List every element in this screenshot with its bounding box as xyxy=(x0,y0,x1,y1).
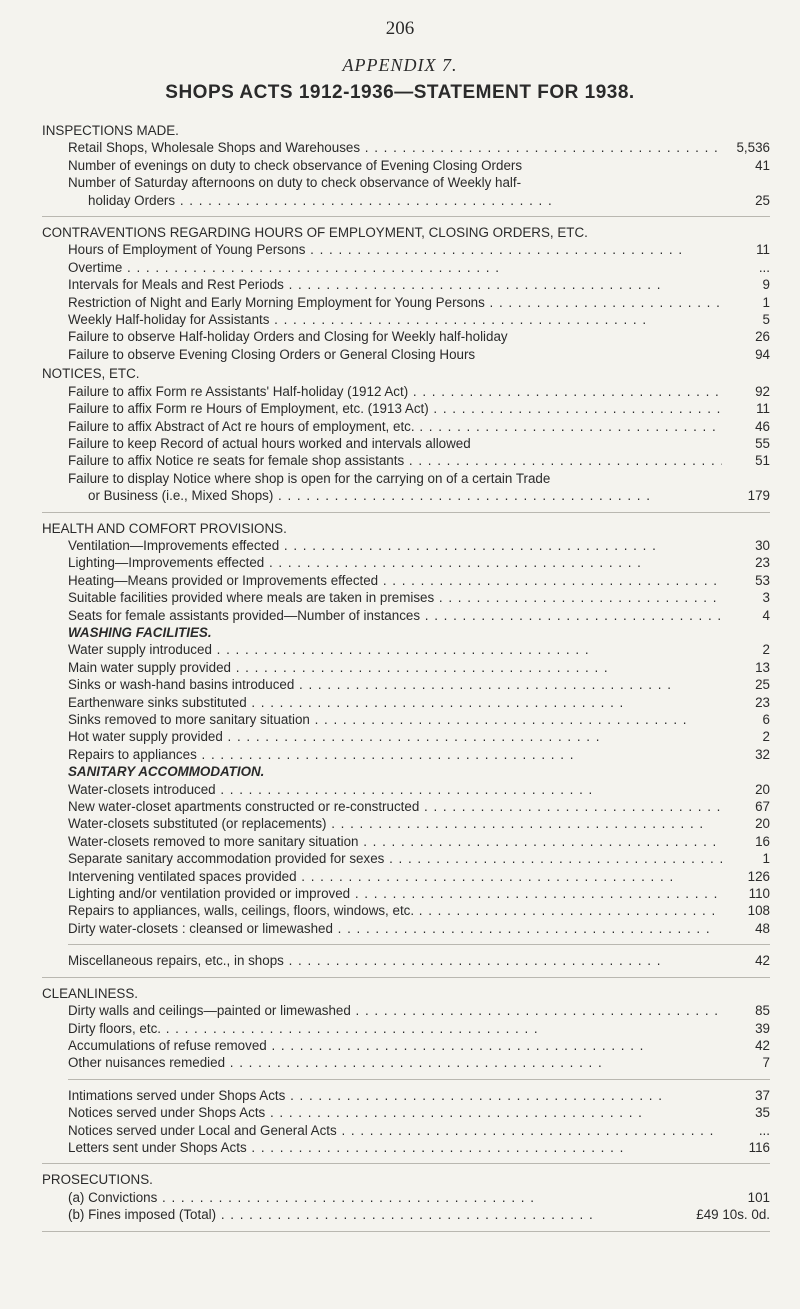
row-label: Failure to observe Evening Closing Orders or General Closing Hours xyxy=(68,346,476,362)
health-row xyxy=(42,589,770,606)
section-heading-sanitary: SANITARY ACCOMMODATION. xyxy=(68,764,265,780)
washing-row xyxy=(42,659,770,676)
cleanliness-row xyxy=(42,1054,770,1071)
row-label: Water supply introduced . . xyxy=(68,641,722,658)
appendix-heading: APPENDIX 7. xyxy=(342,55,458,75)
sanitary-list xyxy=(42,781,770,938)
row-label: Separate sanitary accommodation provided for sexes . . xyxy=(68,850,722,867)
row-value: 7 xyxy=(762,1055,770,1071)
contraventions-row xyxy=(42,276,770,293)
row-value: 11 xyxy=(756,242,770,258)
row-label: Number of evenings on duty to check observance of Evening Closing Orders xyxy=(68,157,523,173)
section-heading-washing: WASHING FACILITIES. xyxy=(68,624,212,640)
row-value: 4 xyxy=(762,607,770,623)
washing-row xyxy=(42,728,770,745)
health-row xyxy=(42,537,770,554)
notices-row xyxy=(42,418,770,435)
row-label: Failure to affix Form re Assistants' Half-holiday (1912 Act) . . xyxy=(68,383,722,400)
row-value: 67 xyxy=(755,799,770,815)
row-label: Lighting and/or ventilation provided or improved . . xyxy=(68,885,722,902)
misc-row xyxy=(42,952,770,969)
intimations-row xyxy=(42,1122,770,1139)
intimations-row xyxy=(42,1104,770,1121)
health-row xyxy=(42,554,770,571)
divider xyxy=(42,1163,770,1164)
row-label: Repairs to appliances . . xyxy=(68,746,722,763)
health-list xyxy=(42,537,770,624)
divider xyxy=(42,512,770,513)
row-value: 42 xyxy=(755,1037,770,1053)
page-number: 206 xyxy=(385,18,415,39)
row-value: 48 xyxy=(755,920,770,936)
inspections-list xyxy=(42,139,770,209)
row-value: 11 xyxy=(756,401,770,417)
row-value: 25 xyxy=(755,192,770,208)
row-label: Sinks removed to more sanitary situation . . xyxy=(68,711,722,728)
inspections-row xyxy=(42,139,770,156)
intimations-list xyxy=(42,1087,770,1157)
washing-row xyxy=(42,694,770,711)
row-label: New water-closet apartments constructed or re-constructed . . xyxy=(68,798,722,815)
row-label: Letters sent under Shops Acts . . xyxy=(68,1139,722,1156)
inspections-row xyxy=(42,157,770,174)
row-label: Intervening ventilated spaces provided . . xyxy=(68,868,722,885)
row-value: 1 xyxy=(762,294,770,310)
row-value: 6 xyxy=(762,712,770,727)
row-label: Weekly Half-holiday for Assistants . . xyxy=(68,311,722,328)
row-value: 16 xyxy=(755,833,770,849)
row-value: 85 xyxy=(755,1003,770,1019)
row-label: Accumulations of refuse removed . . xyxy=(68,1037,722,1054)
row-value: 92 xyxy=(755,383,770,399)
row-value: 32 xyxy=(755,746,770,762)
cleanliness-row xyxy=(42,1020,770,1037)
sanitary-row xyxy=(42,815,770,832)
contraventions-row xyxy=(42,259,770,276)
cleanliness-list xyxy=(42,1002,770,1072)
prosecutions-list xyxy=(42,1189,770,1224)
row-value: 2 xyxy=(762,642,770,658)
row-label: Water-closets substituted (or replacements) . . xyxy=(68,815,722,832)
row-label: Notices served under Local and General Acts . . xyxy=(68,1122,722,1139)
sanitary-row xyxy=(42,781,770,798)
washing-row xyxy=(42,676,770,693)
section-heading-contraventions: CONTRAVENTIONS REGARDING HOURS OF EMPLOYMENT, CLOSING ORDERS, ETC. xyxy=(42,225,588,241)
row-value: 2 xyxy=(762,729,770,745)
cleanliness-row xyxy=(42,1037,770,1054)
row-label: Intervals for Meals and Rest Periods . . xyxy=(68,276,722,293)
row-value: 35 xyxy=(755,1105,770,1121)
sanitary-row xyxy=(42,850,770,867)
section-heading-inspections: INSPECTIONS MADE. xyxy=(42,123,179,138)
divider xyxy=(68,1079,770,1080)
section-heading-health: HEALTH AND COMFORT PROVISIONS. xyxy=(42,520,287,536)
row-label: (a) Convictions . . xyxy=(68,1189,722,1206)
notices-list xyxy=(42,383,770,505)
statement-body xyxy=(42,120,770,1239)
notices-row xyxy=(42,435,770,452)
divider xyxy=(68,944,770,945)
row-label: Suitable facilities provided where meals are taken in premises . . xyxy=(68,589,722,606)
page-title: SHOPS ACTS 1912-1936—STATEMENT FOR 1938. xyxy=(165,82,635,103)
row-label: Failure to display Notice where shop is open for the carrying on of a certain Trade xyxy=(68,470,551,486)
row-label: Failure to keep Record of actual hours worked and intervals allowed xyxy=(68,435,471,451)
contraventions-row xyxy=(42,346,770,363)
row-value: 41 xyxy=(755,157,770,173)
row-value: 26 xyxy=(755,329,770,345)
row-value: 51 xyxy=(755,453,770,469)
row-label: Miscellaneous repairs, etc., in shops . . xyxy=(68,952,722,969)
notices-row xyxy=(42,400,770,417)
row-label: Lighting—Improvements effected . . xyxy=(68,554,722,571)
row-label: Earthenware sinks substituted . . xyxy=(68,694,722,711)
row-value: 9 xyxy=(762,277,770,293)
row-label: holiday Orders . . xyxy=(88,192,722,209)
washing-row xyxy=(42,711,770,728)
row-value: 53 xyxy=(755,572,770,588)
row-value: 13 xyxy=(755,659,770,675)
washing-list xyxy=(42,641,770,763)
row-label: Water-closets removed to more sanitary situation . . xyxy=(68,833,722,850)
sanitary-row xyxy=(42,902,770,919)
row-label: Repairs to appliances, walls, ceilings, floors, windows, etc. . . xyxy=(68,902,722,919)
health-row xyxy=(42,572,770,589)
sanitary-row xyxy=(42,885,770,902)
row-value: 101 xyxy=(747,1189,770,1205)
divider xyxy=(42,1231,770,1232)
row-value: £49 10s. 0d. xyxy=(696,1207,770,1223)
inspections-row xyxy=(42,192,770,209)
contraventions-row xyxy=(42,328,770,345)
row-label: Failure to affix Notice re seats for female shop assistants . . xyxy=(68,452,722,469)
row-label: Hot water supply provided . . xyxy=(68,728,722,745)
row-label: Dirty walls and ceilings—painted or limewashed . . xyxy=(68,1002,722,1019)
row-label: Dirty water-closets : cleansed or limewashed . . xyxy=(68,920,722,937)
row-label: Retail Shops, Wholesale Shops and Warehouses . . xyxy=(68,139,722,156)
row-value: 116 xyxy=(748,1139,770,1155)
row-label: Notices served under Shops Acts . . xyxy=(68,1104,722,1121)
row-label: Hours of Employment of Young Persons . . xyxy=(68,241,722,258)
divider xyxy=(42,216,770,217)
row-label: Restriction of Night and Early Morning Employment for Young Persons . . xyxy=(68,294,722,311)
row-label: Sinks or wash-hand basins introduced . . xyxy=(68,676,722,693)
divider xyxy=(42,977,770,978)
sanitary-row xyxy=(42,868,770,885)
row-value: 20 xyxy=(755,816,770,832)
washing-row xyxy=(42,641,770,658)
row-label: Number of Saturday afternoons on duty to check observance of Weekly half- xyxy=(68,175,522,191)
row-label: Failure to affix Abstract of Act re hours of employment, etc. . . xyxy=(68,418,722,435)
notices-row xyxy=(42,452,770,469)
row-value: 3 xyxy=(762,590,770,606)
prosecutions-row xyxy=(42,1206,770,1223)
contraventions-row xyxy=(42,294,770,311)
inspections-row xyxy=(42,174,770,191)
prosecutions-row xyxy=(42,1189,770,1206)
contraventions-list xyxy=(42,241,770,363)
row-value: 179 xyxy=(747,488,770,504)
row-label: Other nuisances remedied . . xyxy=(68,1054,722,1071)
row-value: ... xyxy=(758,1122,770,1138)
row-label: Seats for female assistants provided—Number of instances . . xyxy=(68,607,722,624)
row-label: Main water supply provided . . xyxy=(68,659,722,676)
health-row xyxy=(42,607,770,624)
row-label: Dirty floors, etc. . . xyxy=(68,1020,722,1037)
notices-row xyxy=(42,470,770,487)
row-value: ... xyxy=(758,259,770,275)
row-value: 55 xyxy=(755,435,770,451)
row-value: 30 xyxy=(755,537,770,553)
section-heading-notices: NOTICES, ETC. xyxy=(42,366,140,382)
washing-row xyxy=(42,746,770,763)
row-label: or Business (i.e., Mixed Shops) . . xyxy=(88,487,722,504)
row-value: 94 xyxy=(755,346,770,362)
notices-row xyxy=(42,487,770,504)
intimations-row xyxy=(42,1087,770,1104)
sanitary-row xyxy=(42,798,770,815)
sanitary-row xyxy=(42,920,770,937)
row-value: 108 xyxy=(747,903,770,919)
row-value: 5 xyxy=(762,312,770,328)
row-value: 110 xyxy=(748,886,770,902)
row-label: Ventilation—Improvements effected . . xyxy=(68,537,722,554)
contraventions-row xyxy=(42,311,770,328)
cleanliness-row xyxy=(42,1002,770,1019)
sanitary-row xyxy=(42,833,770,850)
row-label: Failure to affix Form re Hours of Employment, etc. (1913 Act) . . xyxy=(68,400,722,417)
row-value: 37 xyxy=(755,1087,770,1103)
row-label: (b) Fines imposed (Total) . . xyxy=(68,1206,692,1223)
row-value: 20 xyxy=(755,781,770,797)
row-value: 25 xyxy=(755,677,770,693)
section-heading-prosecutions: PROSECUTIONS. xyxy=(42,1172,153,1188)
row-value: 5,536 xyxy=(736,140,770,156)
row-label: Failure to observe Half-holiday Orders and Closing for Weekly half-holiday xyxy=(68,329,508,345)
row-value: 23 xyxy=(755,694,770,710)
contraventions-row xyxy=(42,241,770,258)
notices-row xyxy=(42,383,770,400)
row-value: 23 xyxy=(755,555,770,571)
row-label: Intimations served under Shops Acts . . xyxy=(68,1087,722,1104)
row-value: 39 xyxy=(755,1020,770,1036)
intimations-row xyxy=(42,1139,770,1156)
row-label: Water-closets introduced . . xyxy=(68,781,722,798)
row-value: 42 xyxy=(755,953,770,969)
row-value: 46 xyxy=(755,418,770,434)
section-heading-cleanliness: CLEANLINESS. xyxy=(42,985,139,1001)
row-label: Overtime . . xyxy=(68,259,722,276)
row-label: Heating—Means provided or Improvements effected . . xyxy=(68,572,722,589)
row-value: 126 xyxy=(747,868,770,884)
row-value: 1 xyxy=(762,851,770,867)
